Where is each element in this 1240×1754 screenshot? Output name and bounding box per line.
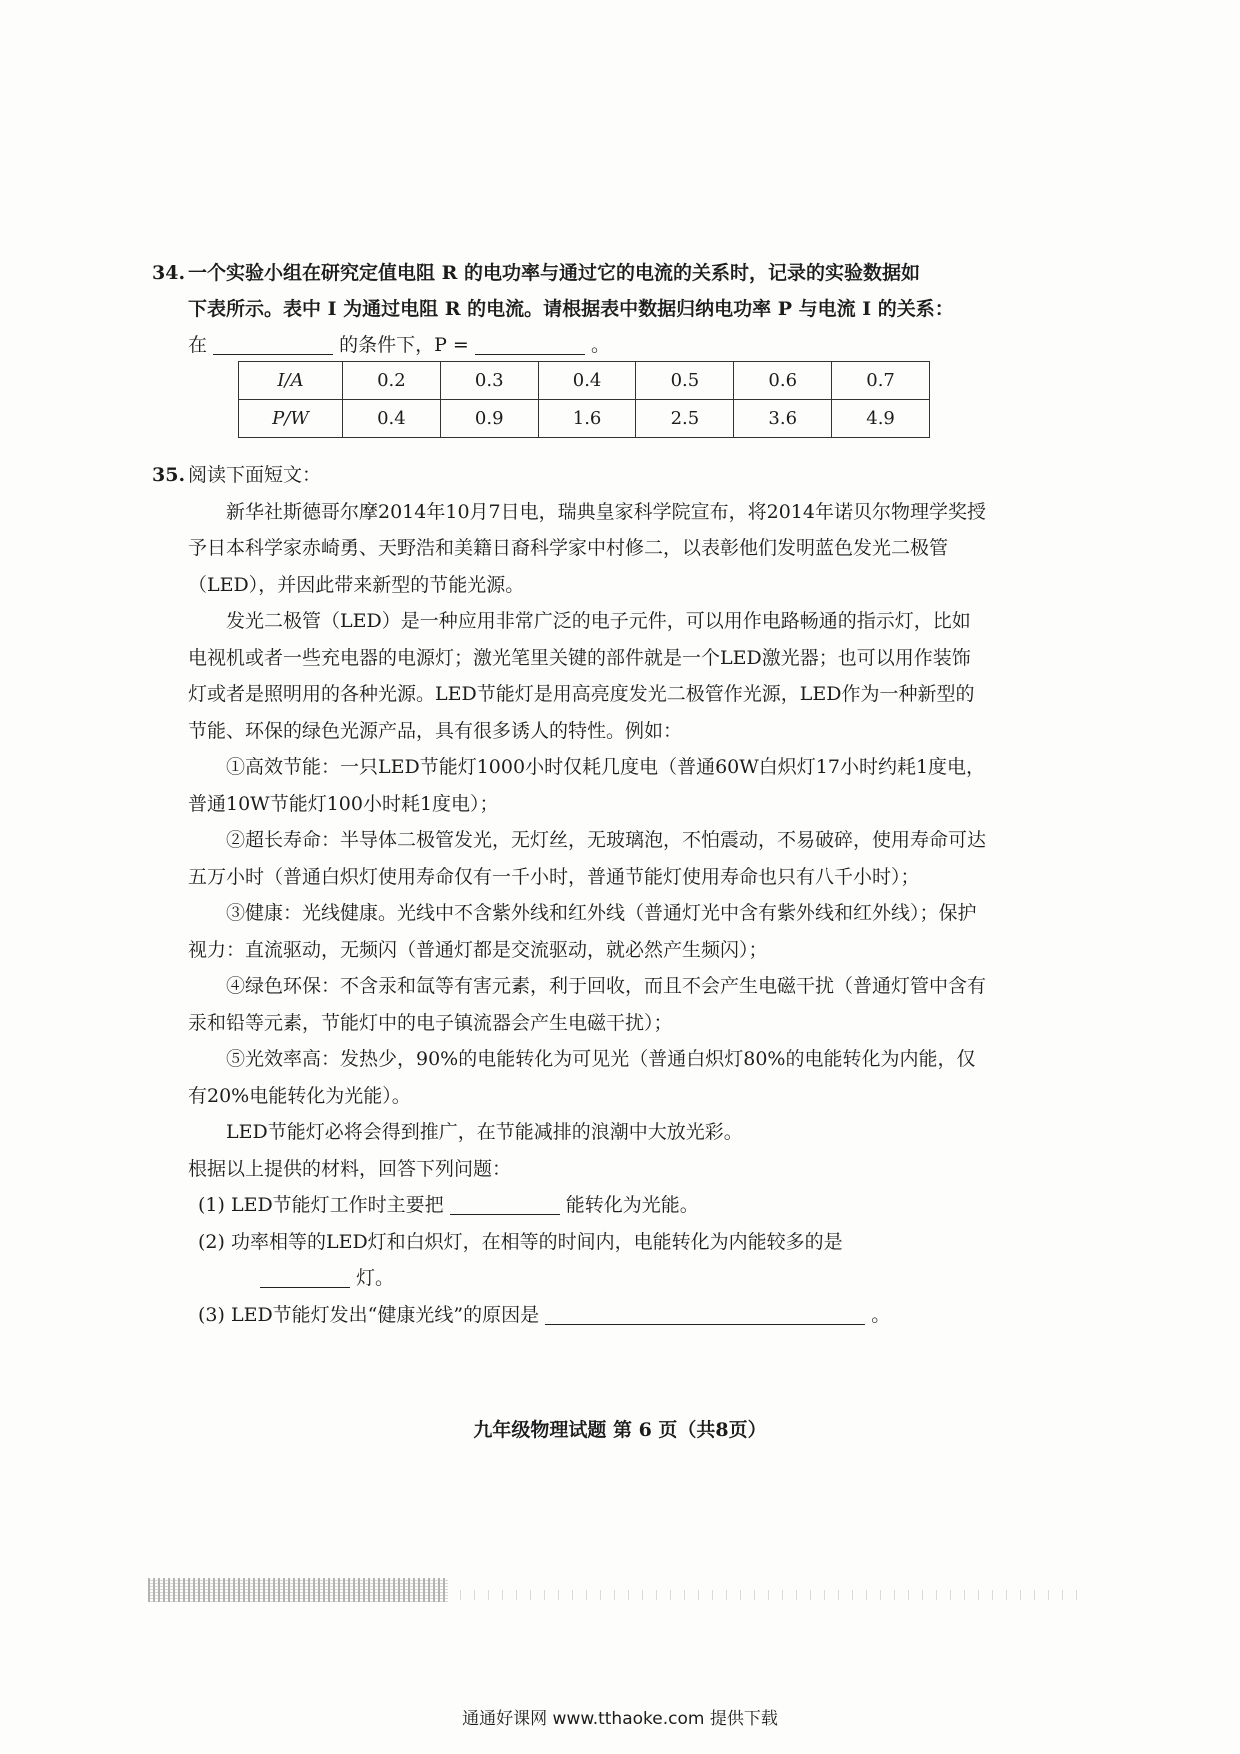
answer-end: 。	[590, 334, 610, 356]
sub-question-1-text: (1) LED节能灯工作时主要把	[198, 1194, 444, 1216]
table-cell: 0.3	[440, 362, 538, 400]
answer-prefix: 在	[188, 334, 208, 356]
prompt: 根据以上提供的材料，回答下列问题：	[188, 1157, 512, 1180]
answer-line	[188, 327, 988, 363]
page-footer: 九年级物理试题 第 6 页（共8页）	[473, 1419, 767, 1441]
question-number: 34.	[152, 262, 186, 284]
feature-item: ①高效节能：一只LED节能灯1000小时仅耗几度电（普通60W白炽灯17小时约耗1度电，普通10W节能灯100小时耗1度电）；	[188, 756, 986, 815]
table-cell: 0.5	[636, 362, 734, 400]
sub-question-2: (2) 功率相等的LED灯和白炽灯，在相等的时间内，电能转化为内能较多的是	[198, 1230, 843, 1253]
table-header-current: I/A	[239, 362, 343, 400]
table-cell: 1.6	[538, 400, 636, 438]
sub-question-1	[188, 1187, 988, 1224]
sub-question-3-text: (3) LED节能灯发出“健康光线”的原因是	[198, 1303, 540, 1326]
feature-item: ③健康：光线健康。光线中不含紫外线和红外线（普通灯光中含有紫外线和红外线）；保护视力：直流驱动，无频闪（普通灯都是交流驱动，就必然产生频闪）；	[188, 902, 977, 961]
question-number: 35.	[152, 464, 186, 486]
table-cell: 0.2	[343, 362, 441, 400]
answer-mid: 的条件下，P =	[339, 334, 469, 356]
feature-item: ②超长寿命：半导体二极管发光，无灯丝，无玻璃泡，不怕震动，不易破碎，使用寿命可达五万小时（普通白炽灯使用寿命仅有一千小时，普通节能灯使用寿命也只有八千小时）；	[188, 829, 987, 888]
table-cell: 4.9	[832, 400, 930, 438]
closing-paragraph: LED节能灯必将会得到推广，在节能减排的浪潮中大放光彩。	[226, 1121, 743, 1143]
reading-intro: 阅读下面短文：	[188, 464, 322, 486]
scan-noise	[148, 1578, 448, 1602]
table-row-power	[239, 400, 930, 438]
feature-item: ⑤光效率高：发热少，90%的电能转化为可见光（普通白炽灯80%的电能转化为内能，仅有20%电能转化为光能）。	[188, 1048, 976, 1107]
sub-question-1-suffix: 能转化为光能。	[565, 1194, 699, 1216]
condition-blank[interactable]	[213, 334, 333, 355]
table-cell: 0.6	[734, 362, 832, 400]
table-cell: 0.9	[440, 400, 538, 438]
paragraph: 新华社斯德哥尔摩2014年10月7日电，瑞典皇家科学院宣布，将2014年诺贝尔物理学奖授予日本科学家赤崎勇、天野浩和美籍日裔科学家中村修二，以表彰他们发明蓝色发光二极管（LED），并因此带来新型的节能光源。	[188, 500, 986, 596]
reason-blank[interactable]	[545, 1304, 865, 1325]
paragraph: 发光二极管（LED）是一种应用非常广泛的电子元件，可以用作电路畅通的指示灯，比如电视机或者一些充电器的电源灯；激光笔里关键的部件就是一个LED激光器；也可以用作装饰灯或者是照明用的各种光源。LED节能灯是用高亮度发光二极管作光源，LED作为一种新型的节能、环保的绿色光源产品，具有很多诱人的特性。例如：	[188, 610, 975, 742]
sub-question-3-end: 。	[871, 1303, 891, 1326]
table-cell: 2.5	[636, 400, 734, 438]
formula-blank[interactable]	[475, 334, 585, 355]
table-row-current	[239, 362, 930, 400]
table-cell: 0.4	[343, 400, 441, 438]
table-cell: 0.7	[832, 362, 930, 400]
lamp-blank[interactable]	[260, 1267, 350, 1288]
table-cell: 3.6	[734, 400, 832, 438]
question-35	[152, 457, 988, 1333]
energy-blank[interactable]	[450, 1194, 560, 1215]
download-note: 通通好课网 www.tthaoke.com 提供下载	[462, 1709, 778, 1729]
sub-question-2-suffix: 灯。	[356, 1267, 395, 1289]
scan-noise	[460, 1590, 1080, 1600]
table-header-power: P/W	[239, 400, 343, 438]
question-text-line-2: 下表所示。表中 I 为通过电阻 R 的电流。请根据表中数据归纳电功率 P 与电流 I 的关系：	[188, 298, 954, 320]
data-table	[238, 361, 930, 438]
feature-item: ④绿色环保：不含汞和氙等有害元素，利于回收，而且不会产生电磁干扰（普通灯管中含有汞和铅等元素，节能灯中的电子镇流器会产生电磁干扰）；	[188, 975, 987, 1034]
sub-question-2-answer	[188, 1260, 988, 1297]
sub-question-3	[188, 1297, 988, 1334]
table-cell: 0.4	[538, 362, 636, 400]
question-34	[152, 255, 988, 363]
question-text-line-1: 一个实验小组在研究定值电阻 R 的电功率与通过它的电流的关系时，记录的实验数据如	[188, 262, 921, 284]
